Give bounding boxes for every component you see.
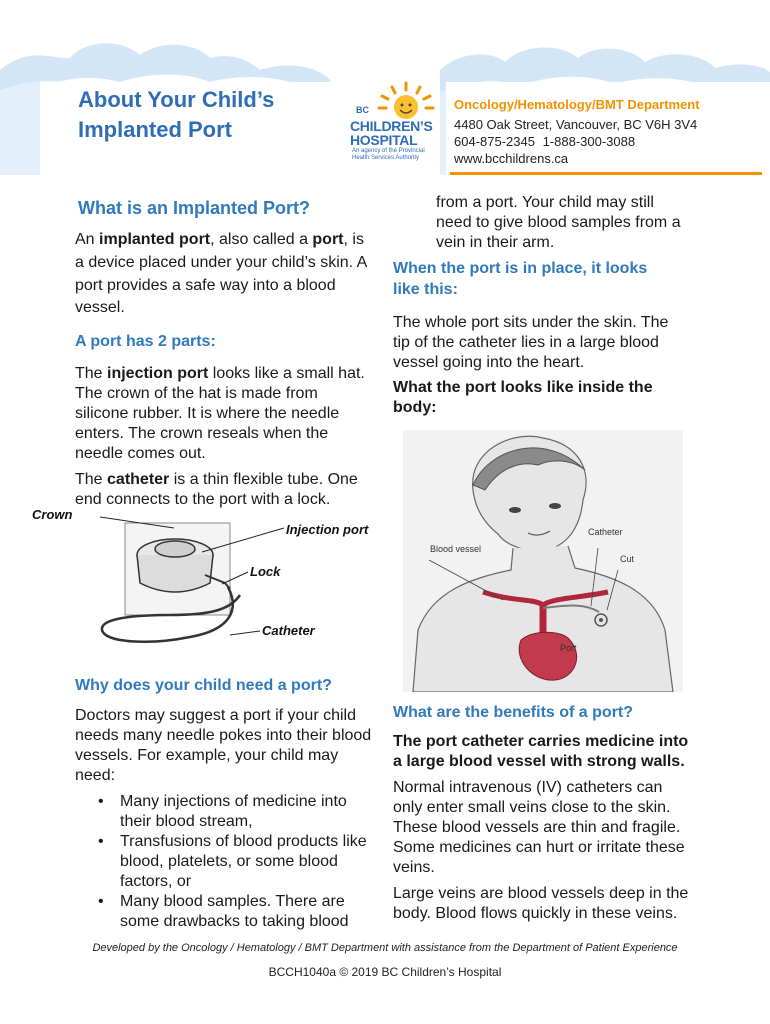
port-body-label: Port <box>560 643 577 653</box>
continued-line-2: need to give blood samples from a <box>436 214 681 231</box>
blood-vessel-label: Blood vessel <box>430 544 482 554</box>
why-line-2: needs many needle pokes into their blood <box>75 727 372 744</box>
normal-iv-line-5: veins. <box>393 859 435 876</box>
large-veins-line-2: body. Blood flows quickly in these veins. <box>393 905 678 922</box>
injection-port-line-4: enters. The crown reseals when the <box>75 425 329 442</box>
address: 4480 Oak Street, Vancouver, BC V6H 3V4 <box>454 117 698 132</box>
phone-numbers: 604-875-2345 1-888-300-3088 <box>454 134 636 149</box>
what-is-line-4: vessel. <box>75 299 125 316</box>
inside-body-line-2: body: <box>393 399 437 416</box>
page-title-line-2: Implanted Port <box>78 117 233 142</box>
list-item: • Many blood samples. There are some drawbacks to taking blood <box>96 892 386 932</box>
what-is-heading: What is an Implanted Port? <box>78 198 311 218</box>
injection-port-line-5: needle comes out. <box>75 445 206 462</box>
catheter-line-1: The catheter is a thin flexible tube. One <box>75 471 358 488</box>
crown-label: Crown <box>32 507 73 522</box>
list-item: • Many injections of medicine into their blood stream, <box>96 792 386 832</box>
body-illustration <box>403 430 683 692</box>
footer-copyright: BCCH1040a © 2019 BC Children’s Hospital <box>268 965 502 979</box>
benefits-heading: What are the benefits of a port? <box>393 704 634 721</box>
header-divider <box>450 172 762 175</box>
lock-pointer-line <box>220 570 250 590</box>
logo-bc-text: BC <box>356 105 369 115</box>
injection-port-line-3: silicone rubber. It is where the needle <box>75 405 340 422</box>
inside-body-line-1: What the port looks like inside the <box>393 379 653 396</box>
normal-iv-line-3: These blood vessels are thin and fragile. <box>393 819 681 836</box>
page-title-line-1: About Your Child’s <box>78 87 275 112</box>
footer-credit: Developed by the Oncology / Hematology / BMT Department with assistance from the Department of Patient Experience <box>92 942 678 954</box>
why-need-heading: Why does your child need a port? <box>75 677 332 694</box>
injection-port-line-2: The crown of the hat is made from <box>75 385 318 402</box>
parts-heading: A port has 2 parts: <box>75 333 216 350</box>
large-veins-line-1: Large veins are blood vessels deep in the <box>393 885 689 902</box>
what-is-line-3: port provides a safe way into a blood <box>75 277 336 294</box>
logo-childrens-text: CHILDREN’S <box>350 118 433 134</box>
logo-hospital-text: HOSPITAL <box>350 132 418 148</box>
normal-iv-line-1: Normal intravenous (IV) catheters can <box>393 779 663 796</box>
injection-port-line-1: The injection port looks like a small hat. <box>75 365 365 382</box>
crown-pointer-line <box>98 512 178 532</box>
catheter-body-label: Catheter <box>588 527 623 537</box>
whole-port-line-1: The whole port sits under the skin. The <box>393 314 669 331</box>
continued-line-3: vein in their arm. <box>436 234 555 251</box>
whole-port-line-2: tip of the catheter lies in a large blood <box>393 334 659 351</box>
injection-port-pointer-line <box>200 526 286 556</box>
whole-port-line-3: vessel going into the heart. <box>393 354 585 371</box>
reasons-list <box>96 792 386 932</box>
lock-label: Lock <box>250 564 281 579</box>
in-place-heading-2: like this: <box>393 281 458 298</box>
catheter-label: Catheter <box>262 623 315 638</box>
continued-line-1: from a port. Your child may still <box>436 194 654 211</box>
list-item: • Transfusions of blood products like blood, platelets, or some blood factors, or <box>96 832 386 892</box>
website-link[interactable]: www.bcchildrens.ca <box>454 151 569 166</box>
benefits-bold-line-2: a large blood vessel with strong walls. <box>393 753 685 770</box>
bc-childrens-hospital-logo <box>344 80 444 162</box>
why-line-1: Doctors may suggest a port if your child <box>75 707 357 724</box>
catheter-pointer-line <box>228 623 262 637</box>
what-is-line-2: a device placed under your child’s skin. A <box>75 254 368 271</box>
benefits-bold-line-1: The port catheter carries medicine into <box>393 733 689 750</box>
what-is-line-1: An implanted port, also called a port, is <box>75 231 364 248</box>
normal-iv-line-4: Some medicines can hurt or irritate these <box>393 839 685 856</box>
logo-tagline-1: An agency of the Provincial <box>352 148 425 154</box>
cut-label: Cut <box>620 554 635 564</box>
in-place-heading-1: When the port is in place, it looks <box>393 260 648 277</box>
injection-port-label: Injection port <box>286 522 369 537</box>
normal-iv-line-2: only enter small veins close to the skin. <box>393 799 671 816</box>
catheter-line-2: end connects to the port with a lock. <box>75 491 331 508</box>
why-line-4: need: <box>75 767 116 784</box>
logo-tagline-2: Health Services Authority <box>352 155 420 161</box>
department-name: Oncology/Hematology/BMT Department <box>454 97 700 112</box>
why-line-3: vessels. For example, your child may <box>75 747 339 764</box>
